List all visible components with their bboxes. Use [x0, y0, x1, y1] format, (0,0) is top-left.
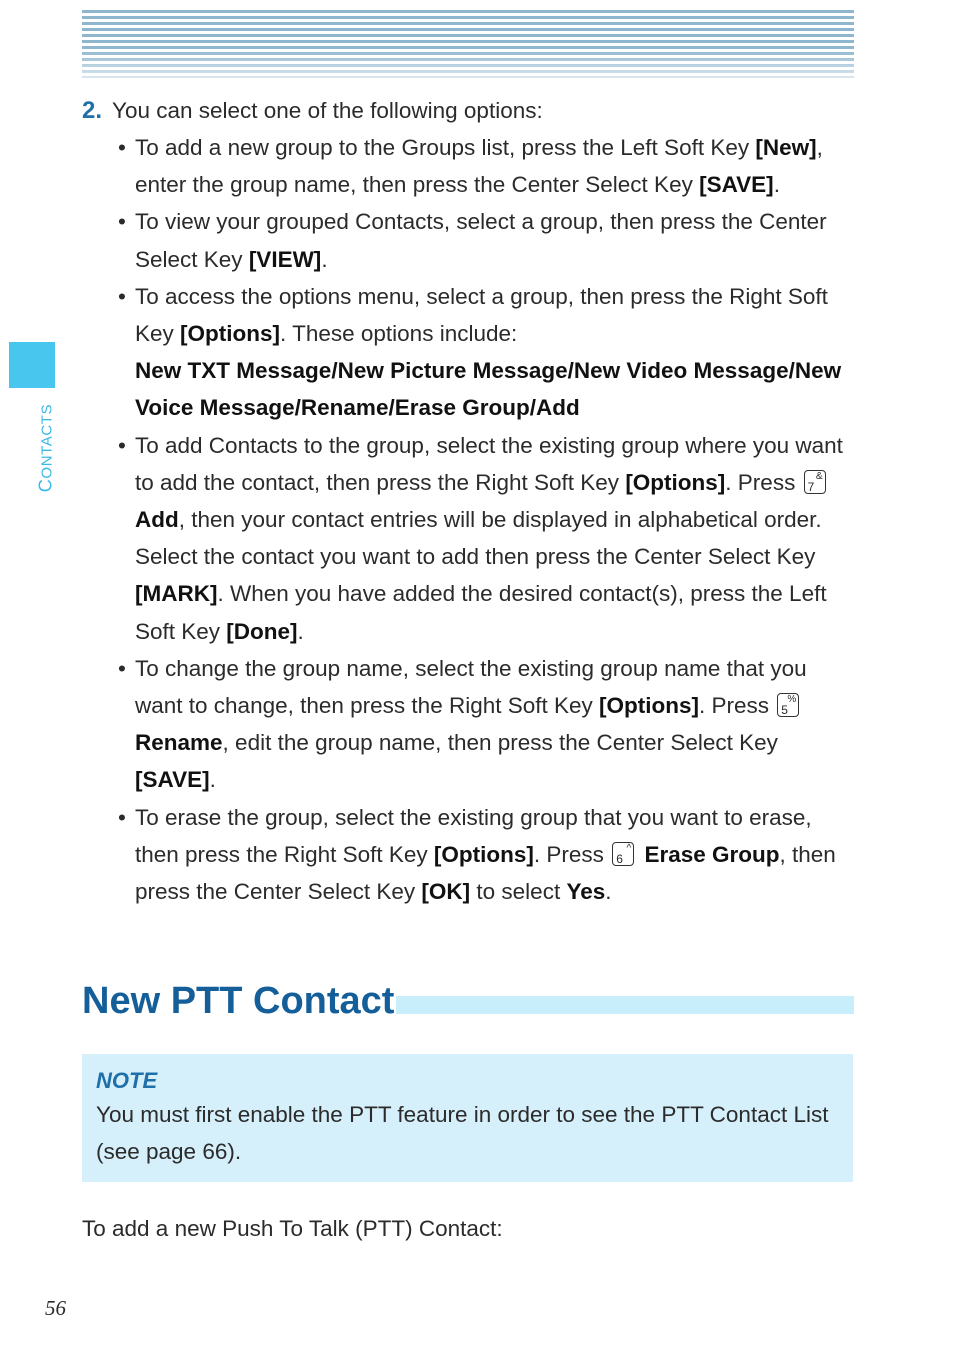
step-number: 2. [82, 97, 103, 124]
option-text: , then press the Center Select Key [135, 841, 836, 905]
option-text: . [321, 246, 328, 272]
option-text: . Press [533, 841, 611, 867]
option-text: To erase the group, select the existing group that you want to erase, then press the Right Soft Key [135, 804, 812, 867]
option-text: , edit the group name, then press the Center Select Key [222, 730, 778, 756]
option-text: , enter the group name, then press the Center Select Key [135, 135, 823, 198]
option-item [82, 650, 854, 799]
bullet-icon: • [118, 283, 126, 309]
bullet-icon: • [118, 135, 126, 160]
main-content [82, 92, 854, 910]
key-label: [Options] [180, 321, 281, 347]
note-text: You must first enable the PTT feature in order to see the PTT Contact List (see page 66). [96, 1102, 829, 1164]
option-text: . Press [725, 469, 802, 495]
option-text: . [773, 172, 780, 198]
options-menu-list: New TXT Message/New Picture Message/New Video Message/New Voice Message/Rename/Erase Group/Add [135, 358, 842, 421]
note-title: NOTE [96, 1068, 158, 1093]
step-text: You can select one of the following options: [112, 98, 543, 123]
option-text: . [209, 767, 216, 793]
option-item [82, 203, 854, 277]
key-label: [Done] [226, 618, 298, 644]
bullet-icon: • [118, 655, 126, 681]
option-item [82, 427, 854, 650]
intro-text: To add a new Push To Talk (PTT) Contact: [82, 1216, 503, 1241]
bullet-icon: • [118, 804, 126, 830]
key-label: Erase Group [644, 841, 780, 867]
bullet-icon: • [118, 432, 126, 458]
option-text: To view your grouped Contacts, select a group, then press the Center Select Key [135, 209, 827, 272]
option-text: . When you have added the desired contact(s), press the Left Soft Key [135, 581, 827, 644]
option-text: To add a new group to the Groups list, press the Left Soft Key [135, 135, 756, 160]
option-text: To add Contacts to the group, select the existing group where you want to add the contact, then press the Right Soft Key [135, 432, 843, 495]
key-label: [VIEW] [248, 246, 322, 272]
note-box [82, 1054, 853, 1182]
key-label: [OK] [421, 879, 471, 905]
header-stripe-banner [82, 10, 854, 78]
key-label: [Options] [599, 693, 700, 719]
keypad-key-7-icon: 7 & [804, 470, 826, 494]
option-text: to select [470, 879, 567, 905]
key-label: Add [135, 507, 179, 533]
key-label: Rename [135, 730, 223, 756]
key-label: [MARK] [135, 581, 218, 607]
key-label: [New] [755, 135, 817, 160]
option-item [82, 278, 854, 427]
option-item [82, 129, 854, 203]
key-label: Yes [566, 879, 606, 905]
bullet-icon: • [118, 209, 126, 235]
key-label: [Options] [433, 841, 534, 867]
key-label: [SAVE] [699, 172, 774, 198]
step-2 [82, 92, 854, 129]
key-label: [SAVE] [135, 767, 210, 793]
option-item [82, 799, 854, 911]
section-heading [82, 978, 854, 1024]
chapter-label: CONTACTS [35, 403, 56, 493]
keypad-key-5-icon: 5 % [777, 693, 799, 717]
options-list [82, 129, 854, 910]
option-text: To access the options menu, select a group, then press the Right Soft Key [135, 283, 828, 347]
page-number: 56 [45, 1296, 66, 1320]
key-label: [Options] [625, 469, 726, 495]
option-text: To change the group name, select the existing group name that you want to change, then press the Right Soft Key [135, 655, 807, 719]
section-title: New PTT Contact [82, 980, 395, 1022]
option-text: . [605, 879, 612, 905]
option-text: , then your contact entries will be displayed in alphabetical order. Select the contact you want to add then press the Center Select Key [135, 507, 822, 570]
option-text: . These options include: [280, 321, 518, 347]
option-text: . [297, 618, 304, 644]
option-text: . Press [699, 693, 776, 719]
chapter-tab-marker [9, 342, 55, 388]
keypad-key-6-icon: 6 ^ [612, 842, 634, 866]
